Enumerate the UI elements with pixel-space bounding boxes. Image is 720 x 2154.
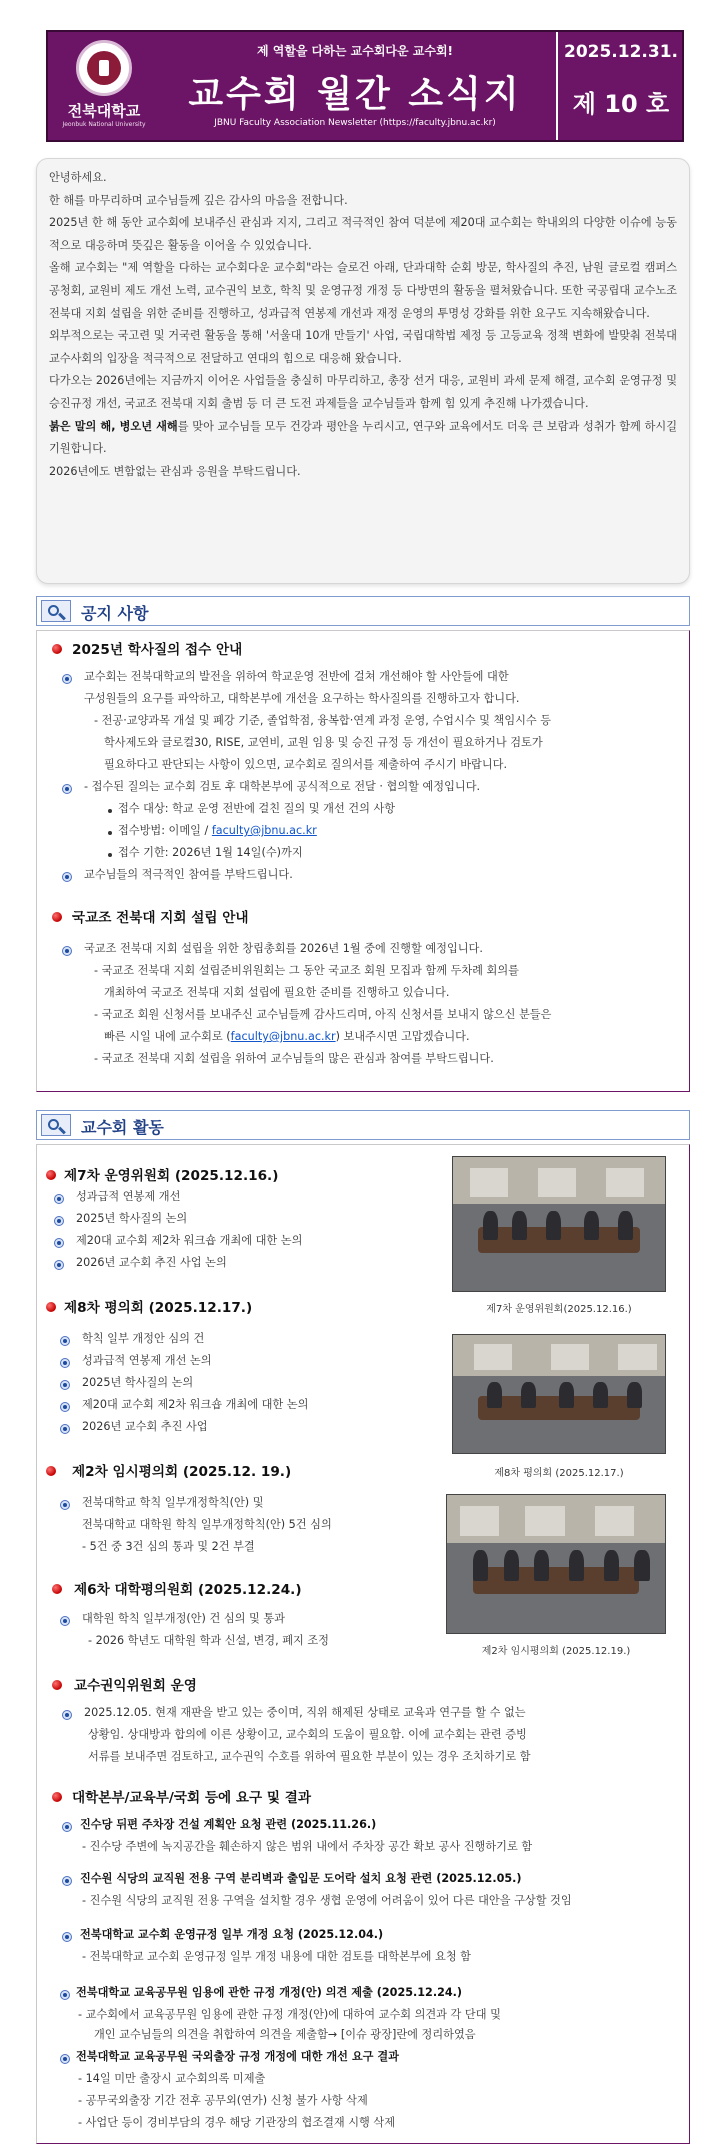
issue-number: 제 10 호 <box>572 90 670 118</box>
blue-bullet-icon <box>62 1932 72 1942</box>
greeting-bold: 붉은 말의 해, 병오년 새해 <box>49 419 178 433</box>
notice-line <box>104 1028 470 1044</box>
notice-line: 교수님들의 적극적인 참여를 부탁드립니다. <box>84 868 293 881</box>
newsletter-header <box>46 30 684 142</box>
notice-line <box>118 822 317 838</box>
red-bullet-icon <box>46 1170 56 1180</box>
request-line: - 사업단 등이 경비부담의 경우 해당 기관장의 협조결재 시행 삭제 <box>78 2116 396 2129</box>
notice-line: 접수 기한: 2026년 1월 14일(수)까지 <box>118 846 303 859</box>
notice-line: 학사제도와 글로컬30, RISE, 교연비, 교원 임용 및 승진 규정 등 개선이 필요하거나 검토가 <box>104 736 543 749</box>
meeting-item: - 2026 학년도 대학원 학과 신설, 변경, 폐지 조정 <box>88 1634 329 1647</box>
greeting-paragraph: 안녕하세요. <box>49 171 107 184</box>
greeting-text: 를 맞아 교수님들 모두 건강과 평안을 누리시고, 연구와 교육에서도 더욱 큰 보람과 성취가 함께 하시길 기원합니다. <box>49 419 677 456</box>
meeting-title: 제6차 대학평의원회 (2025.12.24.) <box>74 1582 302 1598</box>
request-line: - 교수회에서 교육공무원 임용에 관한 규정 개정(안)에 대하여 교수회 의견과 각 단대 및 <box>78 2008 501 2021</box>
meeting-item: 2025년 학사질의 논의 <box>76 1212 188 1225</box>
notice-line: - 국교조 전북대 지회 설립을 위하여 교수님들의 많은 관심과 참여를 부탁드립니다. <box>94 1052 494 1065</box>
red-bullet-icon <box>46 1466 56 1476</box>
greeting-paragraph: 2025년 한 해 동안 교수회에 보내주신 관심과 지지, 그리고 적극적인 참여 덕분에 제20대 교수회는 학내외의 다양한 이슈에 능동적으로 대응하며 뜻깊은 활동을 이어올 수 있었습니다. <box>49 216 677 252</box>
red-bullet-icon <box>52 912 62 922</box>
request-line: - 진수당 주변에 녹지공간을 훼손하지 않은 범위 내에서 주차장 공간 확보 공사 진행하기로 함 <box>82 1840 533 1853</box>
meeting-item: 전북대학교 대학원 학칙 일부개정학칙(안) 5건 심의 <box>82 1518 332 1531</box>
meeting-item: 학칙 일부 개정안 심의 건 <box>82 1332 205 1345</box>
blue-bullet-icon <box>60 1424 70 1434</box>
meeting-item: - 5건 중 3건 심의 통과 및 2건 부결 <box>82 1540 255 1553</box>
request-line: 개인 교수님들의 의견을 취합하여 의견을 제출함→ [이슈 광장]란에 정리하였음 <box>94 2028 476 2041</box>
email-link[interactable]: faculty@jbnu.ac.kr <box>211 824 317 837</box>
blue-bullet-icon <box>60 1990 70 2000</box>
blue-bullet-icon <box>60 1358 70 1368</box>
photo-caption: 제7차 운영위원회(2025.12.16.) <box>486 1304 632 1315</box>
slogan: 제 역할을 다하는 교수회다운 교수회! <box>256 44 454 58</box>
activities-section-header <box>36 1110 690 1140</box>
email-link[interactable]: faculty@jbnu.ac.kr <box>230 1030 336 1043</box>
request-title: 전북대학교 교육공무원 임용에 관한 규정 개정(안) 의견 제출 (2025.12.24.) <box>76 1986 463 1999</box>
rights-line: 서류를 보내주면 검토하고, 교수권익 수호를 위하여 필요한 부분이 있는 경우 조치하기로 함 <box>88 1750 531 1763</box>
meeting-item: 제20대 교수회 제2차 워크숍 개최에 대한 논의 <box>82 1398 309 1411</box>
blue-bullet-icon <box>60 1616 70 1626</box>
meeting-title: 제7차 운영위원회 (2025.12.16.) <box>64 1168 279 1184</box>
blue-bullet-icon <box>54 1216 64 1226</box>
notice-title: 2025년 학사질의 접수 안내 <box>72 642 243 658</box>
meeting-item: 2026년 교수회 추진 사업 논의 <box>76 1256 227 1269</box>
meeting-title: 제8차 평의회 (2025.12.17.) <box>64 1300 253 1316</box>
dot-bullet-icon <box>108 809 112 813</box>
red-bullet-icon <box>46 1302 56 1312</box>
meeting-item: 성과급적 연봉제 개선 논의 <box>82 1354 212 1367</box>
newsletter-subtitle: JBNU Faculty Association Newsletter (https://faculty.jbnu.ac.kr) <box>214 118 496 128</box>
activities-icon <box>41 1114 71 1136</box>
notice-title: 국교조 전북대 지회 설립 안내 <box>72 910 249 926</box>
notice-line: - 접수된 질의는 교수회 검토 후 대학본부에 공식적으로 전달 · 협의할 예정입니다. <box>84 780 481 793</box>
notice-line: 국교조 전북대 지회 설립을 위한 창립총회를 2026년 1월 중에 진행할 예정입니다. <box>84 942 483 955</box>
blue-bullet-icon <box>62 1710 72 1720</box>
greeting-paragraph: 올해 교수회는 "제 역할을 다하는 교수회다운 교수회"라는 슬로건 아래, 단과대학 순회 방문, 학사질의 추진, 남원 글로컬 캠퍼스 공청회, 교원비 제도 개선 노력, 교수권익 보호, 학칙 및 운영규정 개정 등 다방면의 활동을 펼쳐왔습니다. 또한 국공립대 교수노조 전북대 지회 설립을 위한 준비를 진행하고, 성과급적 연봉제 개선과 재정 운영의 투명성 강화를 위한 요구도 지속해왔습니다. <box>49 261 677 320</box>
notice-line: 접수 대상: 학교 운영 전반에 걸친 질의 및 개선 건의 사항 <box>118 802 396 815</box>
blue-bullet-icon <box>54 1260 64 1270</box>
meeting-photo <box>452 1334 666 1454</box>
notice-section-title: 공지 사항 <box>81 604 149 623</box>
blue-bullet-icon <box>62 1876 72 1886</box>
blue-bullet-icon <box>60 1402 70 1412</box>
meeting-item: 성과급적 연봉제 개선 <box>76 1190 181 1203</box>
request-title: 진수원 식당의 교직원 전용 구역 분리벽과 출입문 도어락 설치 요청 관련 (2025.12.05.) <box>80 1872 522 1885</box>
notice-line: 개최하여 국교조 전북대 지회 설립에 필요한 준비를 진행하고 있습니다. <box>104 986 450 999</box>
meeting-item: 2025년 학사질의 논의 <box>82 1376 194 1389</box>
meeting-item: 제20대 교수회 제2차 워크숍 개최에 대한 논의 <box>76 1234 303 1247</box>
notice-section-header <box>36 596 690 626</box>
notice-line: - 국교조 회원 신청서를 보내주신 교수님들께 감사드리며, 아직 신청서를 보내지 않으신 분들은 <box>94 1008 552 1021</box>
greeting-paragraph: 외부적으로는 국고련 및 거국련 활동을 통해 '서울대 10개 만들기' 사업, 국립대학법 제정 등 고등교육 정책 변화에 발맞춰 전북대 교수사회의 입장을 적극적으로 전달하고 연대의 힘으로 대응해 왔습니다. <box>49 329 677 365</box>
greeting-paragraph <box>49 416 677 461</box>
activities-section-title: 교수회 활동 <box>81 1118 164 1137</box>
logo-name-ko: 전북대학교 <box>67 102 141 120</box>
search-notice-icon <box>41 600 71 622</box>
blue-bullet-icon <box>62 946 72 956</box>
notice-line: 구성원들의 요구를 파악하고, 대학본부에 개선을 요구하는 학사질의를 진행하고자 합니다. <box>84 692 520 705</box>
blue-bullet-icon <box>60 1336 70 1346</box>
greeting-box <box>36 158 690 584</box>
blue-bullet-icon <box>62 674 72 684</box>
greeting-paragraph: 다가오는 2026년에는 지금까지 이어온 사업들을 충실히 마무리하고, 총장 선거 대응, 교원비 과세 문제 해결, 교수회 운영규정 및 승진규정 개선, 국교조 전북대 지회 출범 등 더 큰 도전 과제들을 교수님들과 함께 힘 있게 추진해 나가겠습니다. <box>49 374 677 410</box>
meeting-title: 제2차 임시평의회 (2025.12. 19.) <box>72 1464 292 1480</box>
greeting-paragraph: 한 해를 마무리하며 교수님들께 깊은 감사의 마음을 전합니다. <box>49 193 348 207</box>
university-logo <box>54 38 154 134</box>
issue-date: 2025.12.31. <box>563 42 678 62</box>
red-bullet-icon <box>52 1584 62 1594</box>
greeting-paragraph: 2026년에도 변함없는 관심과 응원을 부탁드립니다. <box>49 464 301 478</box>
red-bullet-icon <box>52 644 62 654</box>
rights-title: 교수권익위원회 운영 <box>74 1678 197 1694</box>
meeting-item: 전북대학교 학칙 일부개정학칙(안) 및 <box>82 1496 264 1509</box>
notice-line: - 국교조 전북대 지회 설립준비위원회는 그 동안 국교조 회원 모집과 함께 두차례 회의를 <box>94 964 519 977</box>
notice-line: - 전공·교양과목 개설 및 폐강 기준, 졸업학점, 융복합·연계 과정 운영, 수업시수 및 책임시수 등 <box>94 714 552 727</box>
notice-line: 교수회는 전북대학교의 발전을 위하여 학교운영 전반에 걸쳐 개선해야 할 사안들에 대한 <box>84 670 509 683</box>
photo-caption: 제8차 평의회 (2025.12.17.) <box>494 1468 624 1479</box>
blue-bullet-icon <box>54 1238 64 1248</box>
notice-line: 필요하다고 판단되는 사항이 있으면, 교수회로 질의서를 제출하여 주시기 바랍니다. <box>104 758 508 771</box>
request-title: 전북대학교 교수회 운영규정 일부 개정 요청 (2025.12.04.) <box>80 1928 384 1941</box>
meeting-photo <box>446 1494 666 1634</box>
request-line: - 14일 미만 출장시 교수회의록 미제출 <box>78 2072 266 2085</box>
request-line: - 공무국외출장 기간 전후 공무외(연가) 신청 불가 사항 삭제 <box>78 2094 368 2107</box>
notice-text: 빠른 시일 내에 교수회로 ( <box>104 1030 231 1043</box>
request-line: - 진수원 식당의 교직원 전용 구역을 설치할 경우 생협 운영에 어려움이 있어 다른 대안을 구상할 것임 <box>82 1894 572 1907</box>
university-seal-icon <box>76 40 132 96</box>
contact-label: 접수방법: 이메일 / <box>118 824 212 837</box>
rights-line: 2025.12.05. 현재 재판을 받고 있는 중이며, 직위 해제된 상태로 교육과 연구를 할 수 없는 <box>84 1706 526 1719</box>
blue-bullet-icon <box>62 1822 72 1832</box>
header-divider <box>556 32 558 140</box>
meeting-item: 대학원 학칙 일부개정(안) 건 심의 및 통과 <box>82 1612 285 1625</box>
newsletter-title: 교수회 월간 소식지 <box>188 74 522 115</box>
red-bullet-icon <box>52 1792 62 1802</box>
request-title: 전북대학교 교육공무원 국외출장 규정 개정에 대한 개선 요구 결과 <box>76 2050 399 2063</box>
blue-bullet-icon <box>54 1194 64 1204</box>
request-line: - 전북대학교 교수회 운영규정 일부 개정 내용에 대한 검토를 대학본부에 요청 함 <box>82 1950 471 1963</box>
dot-bullet-icon <box>108 853 112 857</box>
meeting-photo <box>452 1156 666 1292</box>
blue-bullet-icon <box>60 1380 70 1390</box>
meeting-item: 2026년 교수회 추진 사업 <box>82 1420 208 1433</box>
request-title: 진수당 뒤편 주차장 건설 계획안 요청 관련 (2025.11.26.) <box>80 1818 377 1831</box>
photo-caption: 제2차 임시평의회 (2025.12.19.) <box>481 1646 631 1657</box>
requests-title: 대학본부/교육부/국회 등에 요구 및 결과 <box>72 1790 311 1806</box>
blue-bullet-icon <box>60 2054 70 2064</box>
blue-bullet-icon <box>60 1500 70 1510</box>
notice-text: ) 보내주시면 고맙겠습니다. <box>335 1030 470 1043</box>
rights-line: 상황임. 상대방과 합의에 이른 상황이고, 교수회의 도움이 필요함. 이에 교수회는 관련 증빙 <box>88 1728 527 1741</box>
dot-bullet-icon <box>108 831 112 835</box>
blue-bullet-icon <box>62 872 72 882</box>
blue-bullet-icon <box>62 784 72 794</box>
logo-name-en: Jeonbuk National University <box>62 121 146 128</box>
red-bullet-icon <box>52 1680 62 1690</box>
